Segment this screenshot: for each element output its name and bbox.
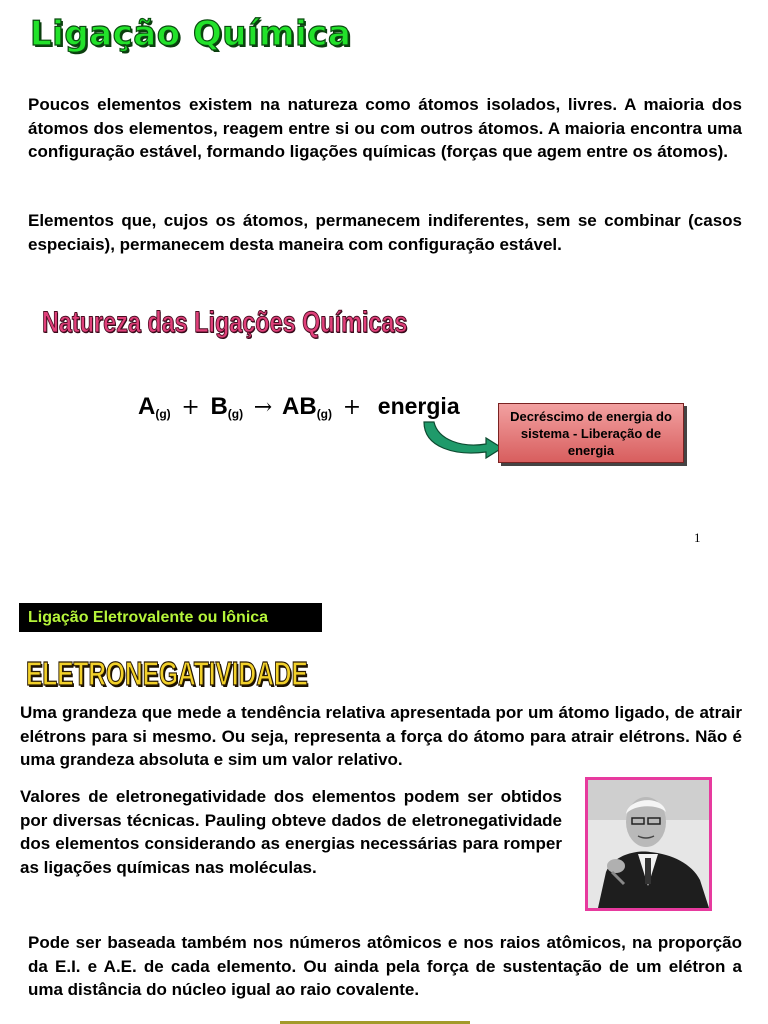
- energy-decrease-note: Decréscimo de energia do sistema - Liberação de energia: [498, 403, 684, 463]
- definition-paragraph: Uma grandeza que mede a tendência relativa apresentada por um átomo ligado, de atrair elétrons para si mesmo. Ou seja, representa a força do átomo para atrair elétrons. Não é uma grandeza absoluta e sim um valor relativo.: [20, 703, 742, 769]
- section-label-text: Ligação Eletrovalente ou Iônica: [28, 608, 269, 626]
- product-ab: AB: [282, 393, 317, 420]
- curved-arrow-icon: [416, 418, 506, 462]
- page-number: 1: [694, 530, 701, 545]
- reaction-equation: [138, 393, 460, 421]
- pauling-paragraph: Valores de eletronegatividade dos elementos podem ser obtidos por diversas técnicas. Pauling obteve dados de eletronegatividade dos elementos considerando as energias necessárias para romper as ligações químicas nas moléculas.: [20, 787, 562, 877]
- special-cases-paragraph: Elementos que, cujos os átomos, permanecem indiferentes, sem se combinar (casos especiais), permanecem desta maneira com configuração estável.: [28, 211, 742, 254]
- reactant-a: A: [138, 393, 156, 420]
- electronegativity-title: ELETRONEGATIVIDADE: [26, 655, 308, 692]
- portrait-image: [588, 780, 709, 908]
- page-title: Ligação Química: [30, 14, 352, 54]
- state-b: (g): [227, 407, 244, 421]
- energy-term: energia: [377, 393, 460, 419]
- state-ab: (g): [316, 407, 333, 421]
- section-title-nature: Natureza das Ligações Químicas: [42, 306, 408, 339]
- reaction-arrow: →: [253, 395, 273, 420]
- portrait-photo: [585, 777, 712, 911]
- plus-sign: +: [181, 395, 200, 420]
- intro-paragraph: Poucos elementos existem na natureza como átomos isolados, livres. A maioria dos átomos dos elementos, reagem entre si ou com outros átomos. A maioria encontra uma configuração estável, formando ligações químicas (forças que agem entre os átomos).: [28, 95, 742, 161]
- section-label-ionic: [19, 603, 322, 632]
- plus-sign-2: +: [342, 395, 362, 420]
- reactant-b: B: [210, 393, 228, 420]
- state-a: (g): [155, 407, 171, 421]
- atomic-radius-paragraph: Pode ser baseada também nos números atômicos e nos raios atômicos, na proporção da E.I. e A.E. de cada elemento. Ou ainda pela força de sustentação de um elétron a uma distância do núcleo igual ao raio covalente.: [28, 933, 742, 999]
